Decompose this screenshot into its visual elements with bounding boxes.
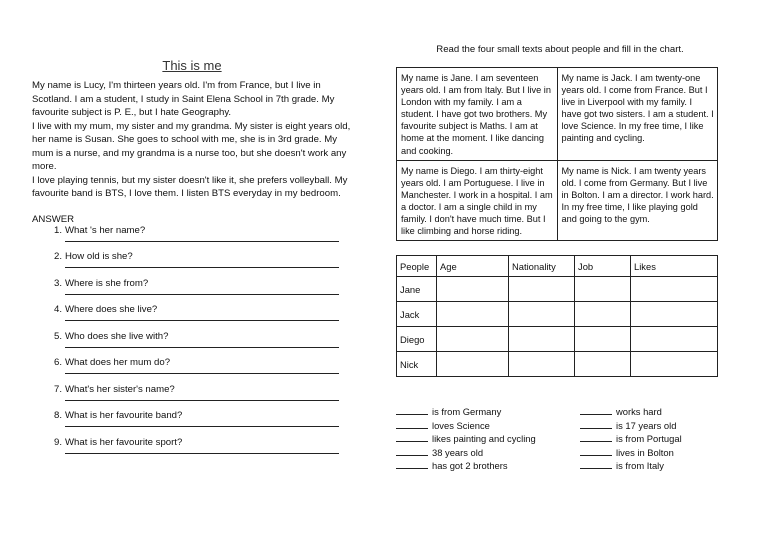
row-person: Diego	[397, 327, 437, 352]
question-item	[32, 357, 352, 384]
question-item	[32, 437, 352, 464]
question-number: 9.	[53, 436, 62, 448]
chart-cell[interactable]	[575, 352, 631, 377]
chart-cell[interactable]	[437, 352, 509, 377]
question-text: How old is she?	[65, 251, 133, 262]
blank-line[interactable]	[396, 459, 428, 469]
chart-header-row	[397, 256, 718, 277]
question-text: Who does she live with?	[65, 330, 169, 342]
instruction: Read the four small texts about people and fill in the chart.	[436, 44, 684, 55]
answer-line[interactable]	[65, 373, 339, 374]
chart-cell[interactable]	[509, 302, 575, 327]
blank-line[interactable]	[580, 446, 612, 456]
fill-item	[396, 446, 536, 460]
header-job: Job	[575, 256, 631, 277]
question-text: What's her sister's name?	[65, 383, 175, 395]
header-people: People	[397, 256, 437, 277]
paragraph-1: My name is Lucy, I'm thirteen years old. I'm from France, but I live in Scotland. I am a student, I study in Saint Elena School in 7th grade. My favourite subject is P. E., but I hate Geography.	[32, 80, 335, 118]
chart-cell[interactable]	[575, 302, 631, 327]
question-item	[32, 304, 352, 331]
row-person: Nick	[397, 352, 437, 377]
row-person: Jack	[397, 302, 437, 327]
fill-item	[580, 405, 682, 419]
question-text: Where does she live?	[65, 304, 158, 315]
answer-line[interactable]	[65, 320, 339, 321]
question-item	[32, 331, 352, 358]
chart-cell[interactable]	[631, 327, 718, 352]
chart-cell[interactable]	[575, 327, 631, 352]
header-nationality: Nationality	[509, 256, 575, 277]
header-age: Age	[437, 256, 509, 277]
right-worksheet	[396, 44, 720, 377]
text-nick: My name is Nick. I am twenty years old. I come from Germany. But I live in Bolton. I am a director. I work hard. In my free time, I like playing gold and going to the gym.	[557, 160, 718, 241]
question-number: 4.	[53, 304, 62, 315]
question-number: 6.	[53, 357, 62, 368]
fill-text: 38 years old	[432, 446, 484, 458]
blank-line[interactable]	[580, 459, 612, 469]
answer-line[interactable]	[65, 241, 339, 242]
answer-label: ANSWER	[32, 213, 75, 225]
texts-table	[396, 67, 718, 241]
question-text: Where is she from?	[65, 277, 149, 289]
blank-line[interactable]	[396, 432, 428, 442]
header-likes: Likes	[631, 256, 718, 277]
fill-text: is from Portugal	[616, 433, 682, 444]
text-jack: My name is Jack. I am twenty-one years old. I come from France. But I live in Liverpool with my family. I have got two sisters. I am a student. I love Science. In my free time, I like painting and cycling.	[557, 68, 718, 161]
chart-cell[interactable]	[437, 327, 509, 352]
question-item	[32, 225, 352, 252]
fill-item	[580, 419, 682, 433]
chart-cell[interactable]	[437, 302, 509, 327]
fill-text: has got 2 brothers	[432, 460, 508, 471]
question-number: 3.	[53, 277, 62, 289]
question-number: 2.	[53, 251, 62, 262]
question-number: 1.	[53, 224, 62, 236]
chart-cell[interactable]	[509, 277, 575, 302]
answer-line[interactable]	[65, 294, 339, 295]
fill-item	[396, 459, 536, 473]
question-list	[32, 225, 352, 464]
question-item	[32, 410, 352, 437]
fill-item	[580, 459, 682, 473]
blank-line[interactable]	[396, 446, 428, 456]
chart-cell[interactable]	[631, 302, 718, 327]
fill-chart	[396, 255, 718, 377]
chart-cell[interactable]	[575, 277, 631, 302]
blank-line[interactable]	[396, 419, 428, 429]
fill-text: lives in Bolton	[616, 446, 674, 458]
paragraph-3: I love playing tennis, but my sister doesn't like it, she prefers volleyball. My favourite band is BTS, I love them. I listen BTS everyday in my bedroom.	[32, 174, 348, 199]
fill-text: is from Germany	[432, 406, 502, 417]
text-diego: My name is Diego. I am thirty-eight years old. I am Portuguese. I live in Manchester. I work in a hospital. I am a doctor. I am a single child in my family. I don't have much time. But I like climbing and horse riding.	[397, 160, 558, 241]
question-item	[32, 251, 352, 278]
fill-column-right	[580, 405, 682, 473]
question-number: 5.	[53, 330, 62, 342]
fill-item	[396, 419, 536, 433]
question-number: 7.	[53, 383, 62, 395]
chart-cell[interactable]	[509, 327, 575, 352]
fill-item	[396, 432, 536, 446]
chart-cell[interactable]	[631, 352, 718, 377]
answer-line[interactable]	[65, 347, 339, 348]
question-text: What is her favourite sport?	[65, 436, 183, 448]
fill-item	[580, 432, 682, 446]
answer-line[interactable]	[65, 400, 339, 401]
chart-cell[interactable]	[509, 352, 575, 377]
fill-item	[396, 405, 536, 419]
chart-row	[397, 277, 718, 302]
blank-line[interactable]	[580, 419, 612, 429]
left-worksheet	[32, 58, 352, 463]
fill-text: loves Science	[432, 419, 490, 431]
question-item	[32, 384, 352, 411]
blank-line[interactable]	[580, 405, 612, 415]
answer-line[interactable]	[65, 453, 339, 454]
fill-text: is from Italy	[616, 460, 664, 471]
fill-text: works hard	[616, 406, 662, 417]
text-jane: My name is Jane. I am seventeen years old. I am from Italy. But I live in London with my family. I am a student. I have got two brothers. My favourite subject is Maths. I am at home at the moment. I like dancing and cooking.	[397, 68, 558, 161]
answer-line[interactable]	[65, 267, 339, 268]
paragraph-2: I live with my mum, my sister and my grandma. My sister is eight years old, her name is Susan. She goes to school with me, she is in 3rd grade. My mum is a nurse, and my grandma is a nurse too, but she doesn't work any more.	[32, 120, 351, 172]
fill-text: likes painting and cycling	[432, 433, 536, 444]
chart-row	[397, 352, 718, 377]
page-title: This is me	[162, 58, 222, 73]
chart-cell[interactable]	[437, 277, 509, 302]
row-person: Jane	[397, 277, 437, 302]
chart-row	[397, 302, 718, 327]
fill-text: is 17 years old	[616, 419, 677, 431]
chart-cell[interactable]	[631, 277, 718, 302]
question-item	[32, 278, 352, 305]
question-text: What is her favourite band?	[65, 410, 183, 421]
question-text: What does her mum do?	[65, 357, 171, 368]
question-text: What 's her name?	[65, 224, 146, 236]
blank-line[interactable]	[396, 405, 428, 415]
answer-line[interactable]	[65, 426, 339, 427]
question-number: 8.	[53, 410, 62, 421]
chart-row	[397, 327, 718, 352]
fill-item	[580, 446, 682, 460]
fill-column-left	[396, 405, 536, 473]
blank-line[interactable]	[580, 432, 612, 442]
